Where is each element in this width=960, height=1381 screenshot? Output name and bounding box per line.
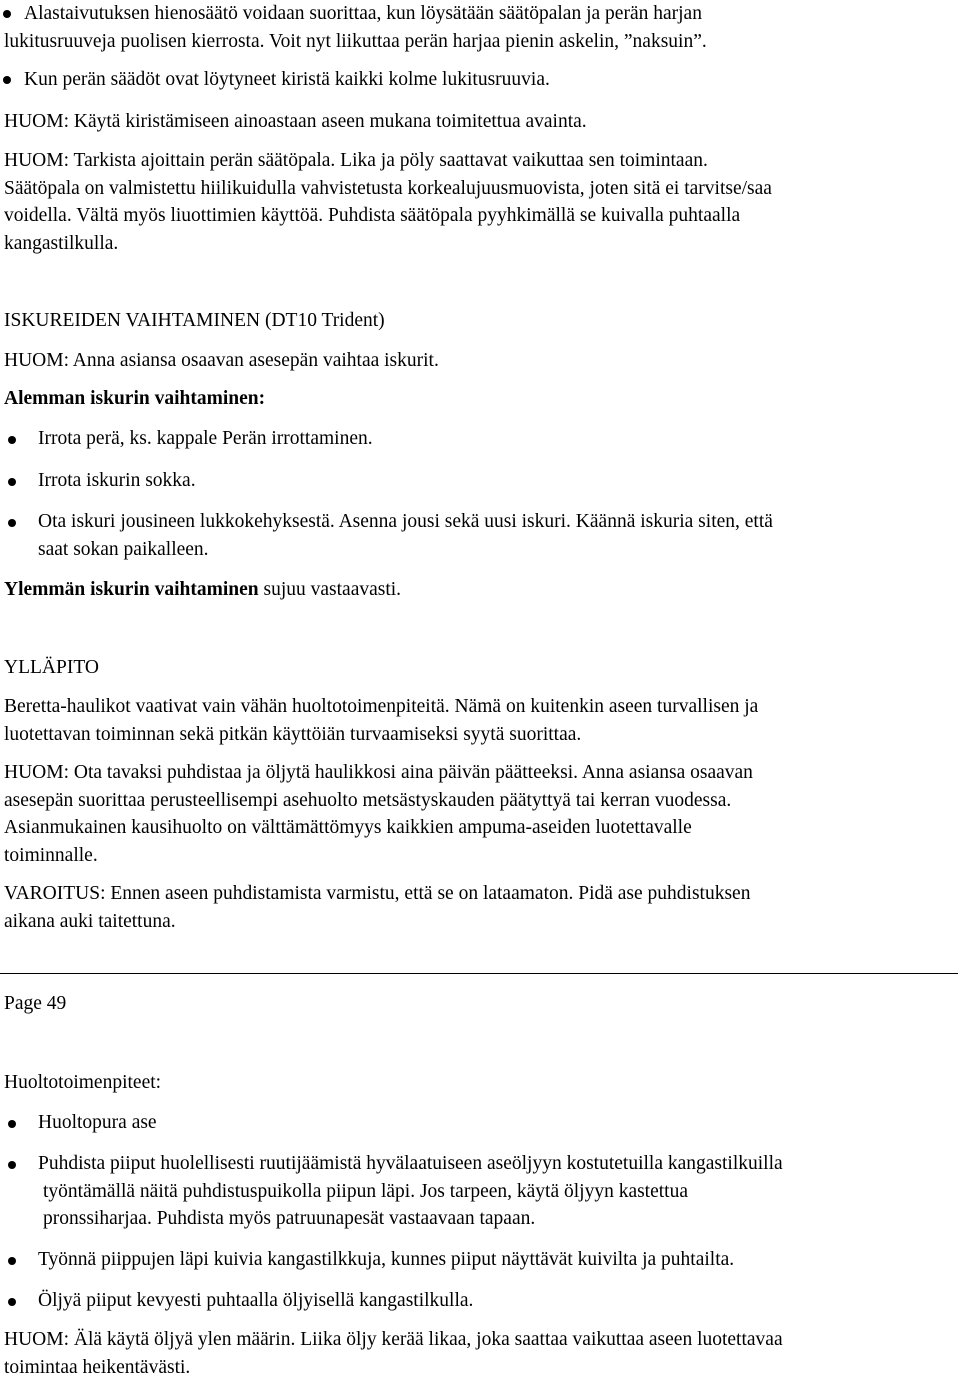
list-item: Työnnä piippujen läpi kuivia kangastilkkuja, kunnes piiput näyttävät kuivilta ja puhtailta. (38, 1246, 954, 1274)
text-line: toimintaa heikentävästi. (4, 1354, 954, 1381)
page-label: Page 49 (4, 990, 954, 1018)
text-line: Säätöpala on valmistettu hiilikuidulla vahvistetusta korkealujuusmuovista, joten sitä ei tarvitse/saa (4, 175, 954, 203)
text-line: Asianmukainen kausihuolto on välttämättömyys kaikkien ampuma-aseiden luotettavalle (4, 814, 954, 842)
text-line: aikana auki taitettuna. (4, 908, 954, 936)
warning-paragraph (4, 880, 954, 935)
text-line: voidella. Vältä myös liuottimien käyttöä. Puhdista säätöpala pyyhkimällä se kuivalla puhtaalla (4, 202, 954, 230)
text: sujuu vastaavasti. (259, 579, 401, 600)
text-line: Beretta-haulikot vaativat vain vähän huoltotoimenpiteitä. Nämä on kuitenkin aseen turvallisen ja (4, 693, 954, 721)
list-item (24, 0, 954, 55)
text-line: HUOM: Älä käytä öljyä ylen määrin. Liika öljy kerää likaa, joka saattaa vaikuttaa aseen luotettavaa (4, 1326, 954, 1354)
bullet-icon (8, 436, 16, 444)
section-heading: YLLÄPITO (4, 654, 954, 682)
final-note (4, 1326, 954, 1381)
list-item (24, 66, 954, 94)
text-line: kangastilkulla. (4, 230, 954, 258)
bullet-icon (3, 10, 11, 18)
subsection-heading: Alemman iskurin vaihtaminen: (4, 385, 954, 413)
paragraph (4, 693, 954, 748)
paragraph (4, 759, 954, 869)
bold-text: Ylemmän iskurin vaihtaminen (4, 579, 259, 600)
text-line: HUOM: Ota tavaksi puhdistaa ja öljytä haulikkosi aina päivän päätteeksi. Anna asiansa osaavan (4, 759, 954, 787)
text-line: VAROITUS: Ennen aseen puhdistamista varmistu, että se on lataamaton. Pidä ase puhdistuksen (4, 880, 954, 908)
list-item: Öljyä piiput kevyesti puhtaalla öljyisellä kangastilkulla. (38, 1287, 954, 1315)
text-line: Puhdista piiput huolellisesti ruutijäämistä hyvälaatuiseen aseöljyyn kostutetuilla kangastilkuilla (38, 1150, 954, 1178)
text-line: toiminnalle. (4, 842, 954, 870)
striker-note: HUOM: Anna asiansa osaavan asesepän vaihtaa iskurit. (4, 347, 954, 375)
list-item: Huoltopura ase (38, 1109, 954, 1137)
text-line: työntämällä näitä puhdistuspuikolla piipun läpi. Jos tarpeen, käytä öljyyn kastettua (38, 1178, 954, 1206)
text-line: saat sokan paikalleen. (38, 536, 954, 564)
bullet-icon (3, 76, 11, 84)
section-heading: ISKUREIDEN VAIHTAMINEN (DT10 Trident) (4, 307, 954, 335)
note-check (4, 147, 954, 257)
section-heading: Huoltotoimenpiteet: (4, 1069, 954, 1097)
page-divider (0, 973, 958, 974)
list-item: Irrota perä, ks. kappale Perän irrottaminen. (38, 425, 954, 453)
text-line: Ota iskuri jousineen lukkokehyksestä. Asenna jousi sekä uusi iskuri. Käännä iskuria siten, että (38, 508, 954, 536)
note-key: HUOM: Käytä kiristämiseen ainoastaan aseen mukana toimitettua avainta. (4, 108, 954, 136)
text-line: lukitusruuveja puolisen kierrosta. Voit nyt liikuttaa perän harjaa pienin askelin, ”naksuin”. (4, 28, 954, 56)
text-line: HUOM: Tarkista ajoittain perän säätöpala. Lika ja pöly saattavat vaikuttaa sen toimintaan. (4, 147, 954, 175)
list-item (38, 1150, 954, 1233)
upper-striker-text (4, 576, 954, 604)
text-line: asesepän suorittaa perusteellisempi asehuolto metsästyskauden päätyttyä tai kerran vuodessa. (4, 787, 954, 815)
bullet-icon (8, 519, 16, 527)
text-line: Kun perän säädöt ovat löytyneet kiristä kaikki kolme lukitusruuvia. (24, 69, 550, 90)
bullet-icon (8, 478, 16, 486)
bullet-icon (8, 1257, 16, 1265)
text-line: Alastaivutuksen hienosäätö voidaan suorittaa, kun löysätään säätöpalan ja perän harjan (24, 0, 954, 28)
bullet-icon (8, 1298, 16, 1306)
bullet-icon (8, 1161, 16, 1169)
list-item (38, 508, 954, 563)
list-item: Irrota iskurin sokka. (38, 467, 954, 495)
text-line: luotettavan toiminnan sekä pitkän käyttöiän turvaamiseksi syytä suorittaa. (4, 721, 954, 749)
text-line: pronssiharjaa. Puhdista myös patruunapesät vastaavaan tapaan. (38, 1205, 954, 1233)
bullet-icon (8, 1120, 16, 1128)
